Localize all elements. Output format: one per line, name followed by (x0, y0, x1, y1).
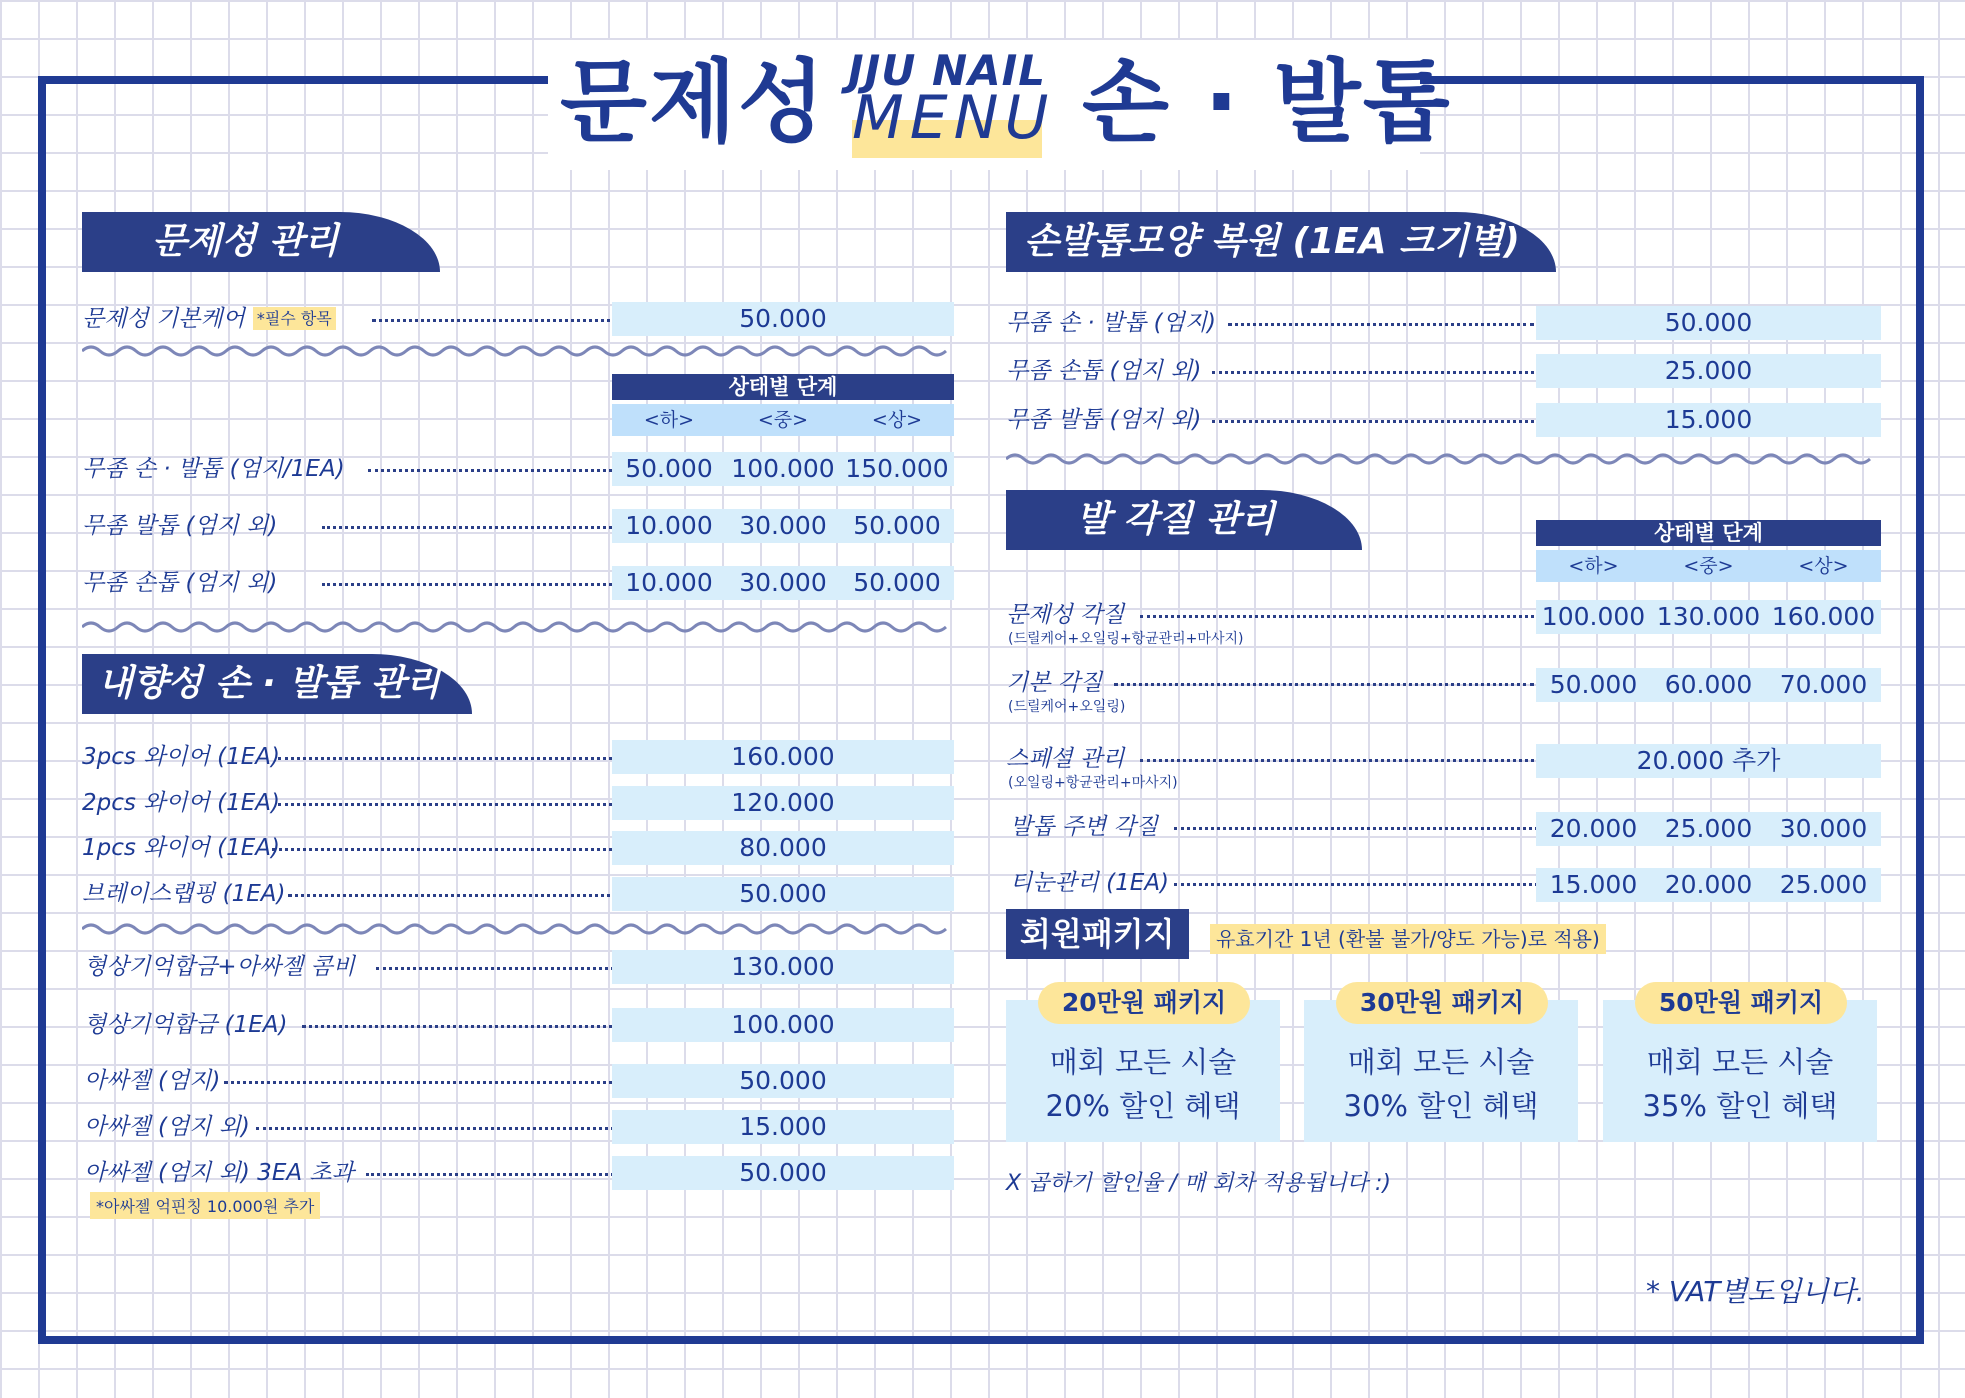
title-menu: MENU (852, 83, 1055, 153)
restore-row: 무좀 손 · 발톱 (엄지) (1006, 306, 1536, 340)
ingrown-row: 2pcs 와이어 (1EA) (82, 786, 614, 820)
ingrown-price-box: 160.000 (612, 740, 954, 774)
package-footnote: X 곱하기 할인율 / 매 회차 적용됩니다 :) (1006, 1171, 1391, 1196)
title-right: 손 · 발톱 (1082, 50, 1452, 155)
callus-row: 문제성 각질 (1006, 598, 1536, 632)
callus-row-prices: 20.000 25.000 30.000 (1536, 812, 1881, 846)
restore-row: 무좀 손톱 (엄지 외) (1006, 354, 1536, 388)
ingrown-row: 브레이스랩핑 (1EA) (82, 877, 614, 911)
ingrown-price-box: 50.000 (612, 877, 954, 911)
problem-basic-label: 문제성 기본케어 (82, 306, 245, 332)
ingrown-price-box: 120.000 (612, 786, 954, 820)
callus-row: 기본 각질 (1006, 666, 1536, 700)
callus-row: 티눈관리 (1EA) (1010, 866, 1536, 900)
ingrown-price-box: 100.000 (612, 1008, 954, 1042)
ingrown-combo-row: 형상기억합금+아싸젤 콤비 (84, 950, 614, 984)
section-ingrown-header: 내향성 손 · 발톱 관리 (82, 654, 472, 714)
package-name: 30만원 패키지 (1336, 982, 1548, 1024)
restore-price-box: 15.000 (1536, 403, 1881, 437)
ingrown-price-box: 80.000 (612, 831, 954, 865)
problem-basic-row (82, 302, 614, 336)
problem-steps-cols: <하> <중> <상> (612, 404, 954, 436)
ingrown-price-box: 50.000 (612, 1156, 954, 1190)
callus-row: 발톱 주변 각질 (1010, 810, 1536, 844)
callus-row-sub: (드릴케어+오일링) (1008, 699, 1126, 715)
package-line2: 30% 할인 혜택 (1343, 1089, 1539, 1123)
package-name: 20만원 패키지 (1038, 982, 1250, 1024)
section-callus-header: 발 각질 관리 (1006, 490, 1362, 550)
package-header: 회원패키지 (1006, 909, 1189, 959)
wave-divider (82, 920, 954, 938)
problem-basic-price-box (612, 302, 954, 336)
callus-row-prices: 15.000 20.000 25.000 (1536, 868, 1881, 902)
ingrown-price-box: 130.000 (612, 950, 954, 984)
title-brand: JJU NAIL (848, 46, 1047, 95)
problem-row-prices: 10.000 30.000 50.000 (612, 566, 954, 600)
ingrown-combo-row: 아싸젤 (엄지 외) (84, 1110, 614, 1144)
ingrown-price-box: 50.000 (612, 1064, 954, 1098)
problem-row: 무좀 발톱 (엄지 외) (82, 509, 614, 543)
wave-divider (1006, 450, 1881, 468)
restore-row: 무좀 발톱 (엄지 외) (1006, 403, 1536, 437)
vat-note: * VAT별도입니다. (1646, 1275, 1865, 1308)
package-note: 유효기간 1년 (환불 불가/양도 가능)로 적용) (1210, 924, 1606, 954)
callus-row-sub: (드릴케어+오일링+항균관리+마사지) (1008, 631, 1244, 647)
ingrown-row: 1pcs 와이어 (1EA) (82, 831, 614, 865)
callus-steps-title: 상태별 단계 (1536, 520, 1881, 546)
restore-price-box: 50.000 (1536, 306, 1881, 340)
callus-row-prices: 50.000 60.000 70.000 (1536, 668, 1881, 702)
callus-row-prices: 100.000 130.000 160.000 (1536, 600, 1881, 634)
wave-divider (82, 618, 954, 636)
ingrown-price-box: 15.000 (612, 1110, 954, 1144)
problem-row: 무좀 손톱 (엄지 외) (82, 566, 614, 600)
title-left: 문제성 (560, 50, 827, 155)
ingrown-combo-row: 아싸젤 (엄지 외) 3EA 초과 (84, 1156, 614, 1190)
section-problem-header: 문제성 관리 (82, 212, 440, 272)
package-line2: 35% 할인 혜택 (1642, 1089, 1838, 1123)
problem-row-prices: 50.000 100.000 150.000 (612, 452, 954, 486)
ingrown-combo-row: 아싸젤 (엄지) (84, 1064, 614, 1098)
wave-divider (82, 342, 954, 360)
callus-special-sub: (오일링+항균관리+마사지) (1008, 775, 1178, 791)
section-restore-header: 손발톱모양 복원 (1EA 크기별) (1006, 212, 1556, 272)
callus-special-row: 스페셜 관리 (1006, 742, 1536, 776)
problem-row: 무좀 손 · 발톱 (엄지/1EA) (82, 452, 614, 486)
package-line1: 매회 모든 시술 (1646, 1045, 1834, 1079)
package-line1: 매회 모든 시술 (1347, 1045, 1535, 1079)
required-tag: *필수 항목 (253, 307, 336, 330)
problem-row-prices: 10.000 30.000 50.000 (612, 509, 954, 543)
ingrown-combo-row: 형상기억합금 (1EA) (84, 1008, 614, 1042)
ingrown-row: 3pcs 와이어 (1EA) (82, 740, 614, 774)
callus-special-price-box: 20.000 추가 (1536, 744, 1881, 778)
restore-price-box: 25.000 (1536, 354, 1881, 388)
problem-basic-price: 50.000 (739, 304, 827, 333)
package-name: 50만원 패키지 (1635, 982, 1847, 1024)
problem-steps-title: 상태별 단계 (612, 374, 954, 400)
package-line1: 매회 모든 시술 (1049, 1045, 1237, 1079)
package-line2: 20% 할인 혜택 (1045, 1089, 1241, 1123)
ingrown-note: *아싸젤 억핀칭 10.000원 추가 (90, 1192, 320, 1219)
callus-steps-cols: <하> <중> <상> (1536, 550, 1881, 582)
